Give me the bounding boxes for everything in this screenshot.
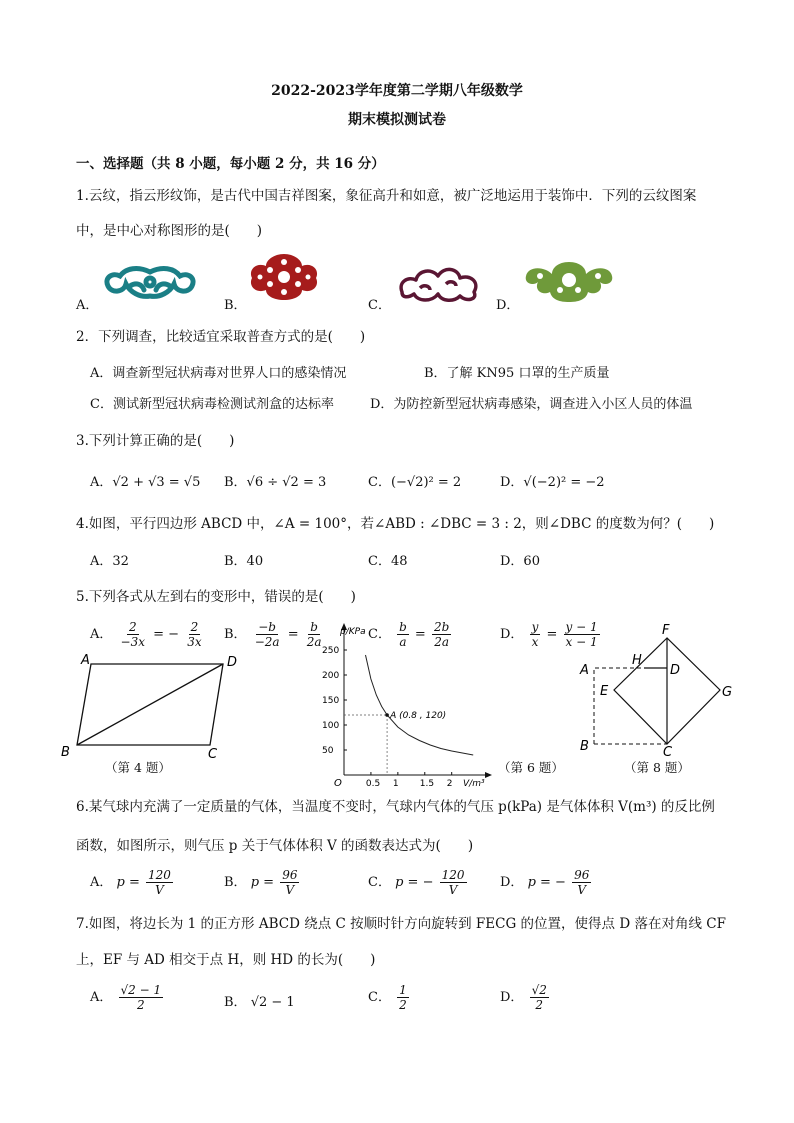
q1-cloud-pattern-d <box>520 256 618 304</box>
q7-option-d-frac <box>530 983 549 1012</box>
q7-stem-line1: 7.如图，将边长为 1 的正方形 ABCD 绕点 C 按顺时针方向旋转到 FECG 的位置，使得点 D 落在对角线 CF <box>76 916 726 932</box>
q1-stem-line2: 中，是中心对称图形的是( ) <box>76 223 263 239</box>
q5-option-d-lhs <box>530 620 541 649</box>
exam-subtitle: 期末模拟测试卷 <box>348 112 446 128</box>
q5-option-a-label: A． <box>90 627 113 642</box>
q5-b-rhs-num: b <box>310 620 318 634</box>
chart-y-axis-label: p/KPa <box>340 627 366 637</box>
x-tick-label: 1.5 <box>419 779 435 789</box>
q6-d-num: 96 <box>574 868 590 882</box>
q4-option-d: D．60 <box>500 554 540 569</box>
q7-option-c <box>368 983 411 1012</box>
fig4-label-d: D <box>227 655 238 670</box>
y-tick-label: 100 <box>322 721 340 731</box>
q7-a-num: √2 − 1 <box>120 983 162 997</box>
q1-option-b-label: B． <box>224 298 247 313</box>
q7-option-b <box>224 991 295 1010</box>
y-tick-label: 200 <box>322 671 340 681</box>
q5-c-rhs-num: 2b <box>433 620 450 634</box>
q1-option-c-label: C． <box>368 298 391 313</box>
fig8-label-d: D <box>670 663 681 678</box>
q4-option-b: B．40 <box>224 554 264 569</box>
q3-option-a: A．√2 + √3 = √5 <box>90 475 201 490</box>
q6-a-den: V <box>155 883 164 897</box>
q4-option-a: A．32 <box>90 554 129 569</box>
q4-stem: 4.如图，平行四边形 ABCD 中，∠A = 100°，若∠ABD : ∠DBC = 3 : 2，则∠DBC 的度数为何？( ) <box>76 516 715 532</box>
q6-option-d-frac <box>572 868 591 897</box>
q6-option-b <box>224 868 301 897</box>
x-tick-label: 2 <box>446 779 453 789</box>
q1-cloud-pattern-a <box>100 262 200 306</box>
q1-cloud-pattern-c <box>394 262 484 304</box>
q5-c-lhs-den: a <box>399 635 407 649</box>
q6-c-num: 120 <box>441 868 465 882</box>
q6-option-a-pre: p = <box>116 875 140 890</box>
fig8-label-e: E <box>600 684 609 699</box>
q5-option-c-mid: = <box>414 627 426 642</box>
q6-option-c-pre: p = − <box>395 875 434 890</box>
q7-option-a <box>90 983 165 1012</box>
q7-stem-line2: 上，EF 与 AD 相交于点 H，则 HD 的长为( ) <box>76 952 376 968</box>
q5-d-lhs-den: x <box>531 635 539 649</box>
q7-option-c-label: C． <box>368 990 391 1005</box>
q5-b-lhs-den: −2a <box>254 635 280 649</box>
fig4-label-c: C <box>208 747 218 762</box>
q5-option-d-label: D． <box>500 627 524 642</box>
fig8-label-c: C <box>663 745 673 758</box>
fig8-label-f: F <box>662 623 670 638</box>
chart-series-curve <box>366 655 474 755</box>
q6-option-a-frac <box>146 868 173 897</box>
q7-option-b-label: B． <box>224 995 247 1010</box>
q1-option-d-label: D． <box>496 298 520 313</box>
figure-6-caption: （第 6 题） <box>498 760 564 775</box>
q2-option-a: A．调查新型冠状病毒对世界人口的感染情况 <box>90 366 347 381</box>
q5-option-b-mid: = <box>287 627 299 642</box>
q6-b-num: 96 <box>282 868 298 882</box>
q5-option-a-rhs <box>185 620 203 649</box>
q1-cloud-pattern-b <box>246 252 322 302</box>
q5-option-b <box>224 620 326 649</box>
diagonal-bd <box>77 664 223 745</box>
q3-option-c: C．(−√2)² = 2 <box>368 475 462 490</box>
q6-option-d <box>500 868 593 897</box>
fig8-label-a: A <box>580 663 589 678</box>
figure-4-caption: （第 4 题） <box>105 760 171 775</box>
q5-c-rhs-den: 2a <box>434 635 450 649</box>
q5-option-d-mid: = <box>546 627 558 642</box>
figure-6-chart <box>318 620 498 790</box>
q5-c-lhs-num: b <box>399 620 407 634</box>
q6-b-den: V <box>285 883 295 897</box>
q5-option-b-label: B． <box>224 627 247 642</box>
fig4-label-a: A <box>81 653 90 668</box>
q2-option-b: B．了解 KN95 口罩的生产质量 <box>424 366 610 381</box>
q5-a-rhs-num: 2 <box>190 620 199 634</box>
q5-option-a <box>90 620 206 649</box>
q5-b-lhs-num: −b <box>258 620 276 634</box>
q1-stem-line1: 1.云纹，指云形纹饰，是古代中国吉祥图案，象征高升和如意，被广泛地运用于装饰中．下列的云纹图案 <box>76 188 697 204</box>
q5-d-lhs-num: y <box>531 620 539 634</box>
q7-d-den: 2 <box>535 998 544 1012</box>
q5-option-c-label: C． <box>368 627 391 642</box>
figure-8-squares <box>574 618 744 758</box>
q6-option-c <box>368 868 469 897</box>
q5-stem: 5.下列各式从左到右的变形中，错误的是( ) <box>76 589 356 605</box>
q7-a-den: 2 <box>137 998 145 1012</box>
fig8-label-b: B <box>580 739 589 754</box>
q7-option-c-frac <box>397 983 409 1012</box>
q6-c-den: V <box>448 883 458 897</box>
fig8-label-h: H <box>632 653 642 668</box>
q7-c-den: 2 <box>399 998 407 1012</box>
y-tick-label: 150 <box>322 696 340 706</box>
q2-stem: 2．下列调查，比较适宜采取普查方式的是( ) <box>76 329 366 345</box>
fig8-label-g: G <box>722 685 733 700</box>
figure-8-caption: （第 8 题） <box>624 760 690 775</box>
q2-option-c: C．测试新型冠状病毒检测试剂盒的达标率 <box>90 397 334 412</box>
q7-option-d-label: D． <box>500 990 524 1005</box>
q7-d-num: √2 <box>531 983 547 997</box>
q6-option-d-label: D． <box>500 875 524 890</box>
q5-a-lhs-den: −3x <box>120 635 145 649</box>
q6-option-b-pre: p = <box>250 875 275 890</box>
q6-stem-line2: 函数，如图所示，则气压 p 关于气体体积 V 的函数表达式为( ) <box>76 838 474 854</box>
q7-option-d <box>500 983 551 1012</box>
q6-option-c-frac <box>440 868 467 897</box>
q4-option-c: C．48 <box>368 554 408 569</box>
q5-option-a-mid: = − <box>153 627 180 642</box>
q5-a-rhs-den: 3x <box>187 635 202 649</box>
q2-option-d: D．为防控新型冠状病毒感染，调查进入小区人员的体温 <box>370 397 693 412</box>
q7-option-a-frac <box>119 983 164 1012</box>
x-axis-arrow <box>485 772 492 778</box>
q5-d-rhs-den: x − 1 <box>565 635 598 649</box>
q3-option-b: B．√6 ÷ √2 = 3 <box>224 475 327 490</box>
q3-stem: 3.下列计算正确的是( ) <box>76 433 235 449</box>
q6-option-d-pre: p = − <box>527 875 566 890</box>
y-tick-label: 250 <box>322 646 340 656</box>
q6-option-a <box>90 868 175 897</box>
q7-c-num: 1 <box>399 983 407 997</box>
section-heading: 一、选择题（共 8 小题，每小题 2 分，共 16 分） <box>76 156 385 172</box>
y-tick-label: 50 <box>322 746 334 756</box>
q7-option-b-text: √2 − 1 <box>250 995 295 1010</box>
q6-option-b-label: B． <box>224 875 247 890</box>
q6-option-a-label: A． <box>90 875 113 890</box>
q6-a-num: 120 <box>148 868 171 882</box>
q1-option-a-label: A． <box>76 298 99 313</box>
q5-option-a-lhs <box>119 620 147 649</box>
q5-d-rhs-num: y − 1 <box>565 620 598 634</box>
chart-point-a-label: A (0.8 , 120) <box>390 711 447 721</box>
q6-option-b-frac <box>280 868 299 897</box>
exam-title: 2022-2023学年度第二学期八年级数学 <box>271 83 523 99</box>
q5-a-lhs-num: 2 <box>128 620 137 634</box>
q5-option-b-lhs <box>253 620 282 649</box>
x-tick-label: 1 <box>392 779 399 789</box>
q6-stem-line1: 6.某气球内充满了一定质量的气体，当温度不变时，气球内气体的气压 p(kPa) 是气体体积 V(m³) 的反比例 <box>76 799 715 815</box>
q6-option-c-label: C． <box>368 875 391 890</box>
q7-option-a-label: A． <box>90 990 113 1005</box>
x-tick-label: 0.5 <box>365 779 381 789</box>
q6-d-den: V <box>577 883 587 897</box>
q3-option-d: D．√(−2)² = −2 <box>500 475 605 490</box>
chart-origin-label: O <box>334 778 342 789</box>
chart-point-a <box>385 713 389 717</box>
chart-x-axis-label: V/m³ <box>463 779 485 789</box>
fig4-label-b: B <box>61 745 70 760</box>
q5-b-rhs-den: 2a <box>306 635 322 649</box>
